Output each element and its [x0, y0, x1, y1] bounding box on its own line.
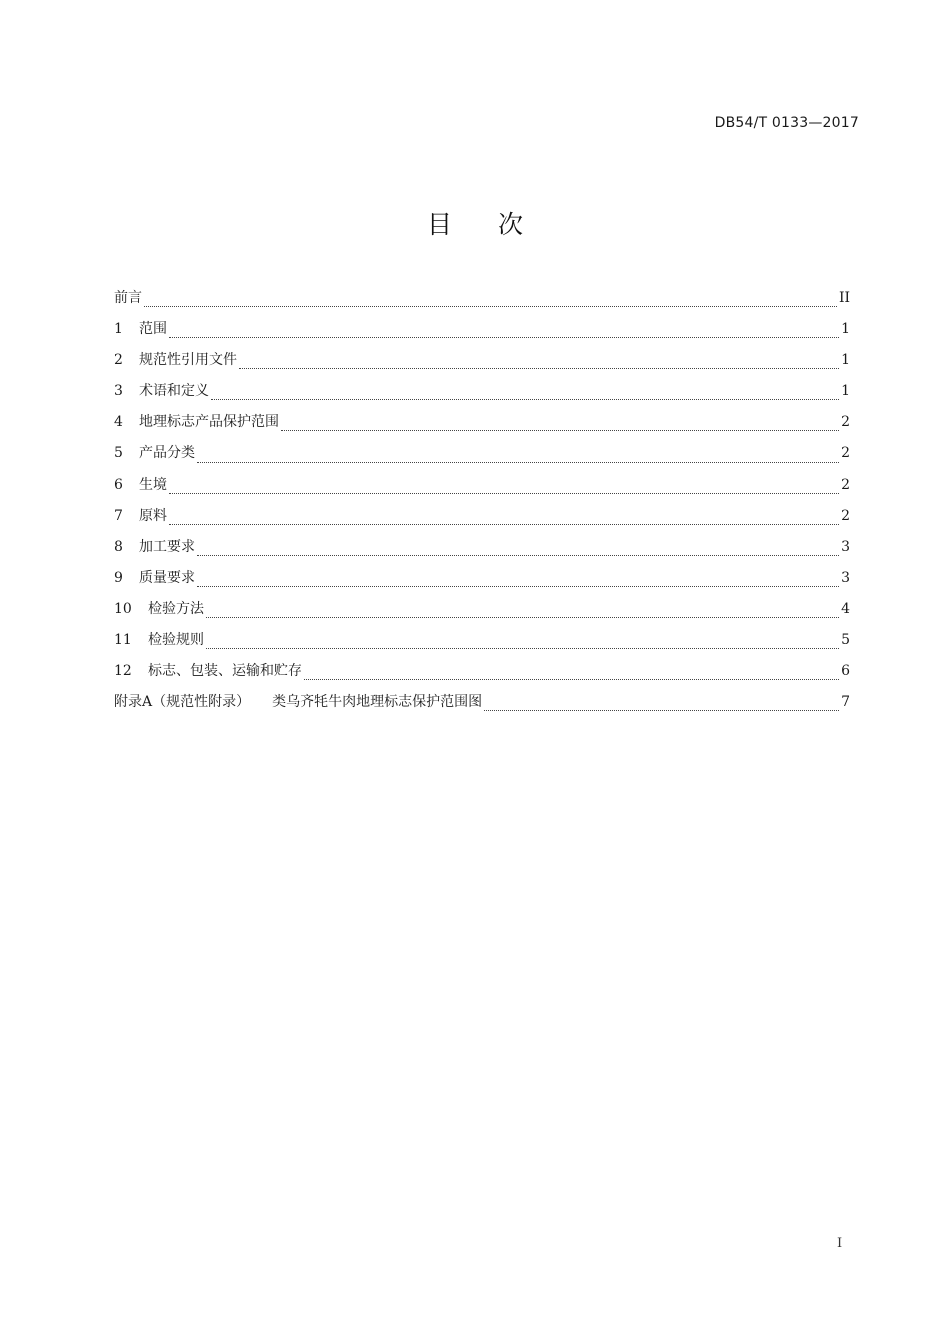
toc-entry-label: 检验规则 [148, 632, 204, 649]
page-number: I [837, 1236, 843, 1251]
toc-entry-number: 4 [114, 414, 123, 431]
toc-entry-label: 质量要求 [139, 569, 195, 586]
toc-entry-number: 12 [114, 663, 132, 680]
toc-entry-number: 5 [114, 445, 123, 462]
toc-entry-4[interactable] [114, 411, 850, 442]
toc-page-number: 2 [841, 445, 850, 462]
dot-leader [197, 462, 839, 463]
toc-entry-number: 9 [114, 569, 123, 586]
toc-entry-label: 前言 [114, 290, 142, 306]
toc-page-number: 1 [841, 321, 850, 338]
toc-entry-label: 检验方法 [148, 600, 204, 617]
table-of-contents [114, 287, 850, 722]
toc-page-number: 2 [841, 414, 850, 431]
toc-entry-label: 范围 [139, 321, 167, 338]
toc-entry-11[interactable] [114, 629, 850, 660]
title-char-2: 次 [498, 210, 524, 239]
toc-entry-number: 3 [114, 383, 123, 400]
toc-page-number: 2 [841, 507, 850, 524]
toc-entry-number: 2 [114, 352, 123, 369]
toc-entry-10[interactable] [114, 598, 850, 629]
toc-entry-number: 11 [114, 632, 132, 649]
dot-leader [211, 399, 839, 400]
toc-page-number: 5 [841, 632, 850, 649]
toc-entry-3[interactable] [114, 380, 850, 411]
toc-page-number: 3 [841, 538, 850, 555]
dot-leader [169, 524, 839, 525]
dot-leader [144, 306, 837, 307]
toc-page-number: II [838, 290, 850, 306]
toc-entry-12[interactable] [114, 660, 850, 691]
dot-leader [169, 337, 839, 338]
dot-leader [206, 617, 839, 618]
toc-entry-label: 加工要求 [139, 538, 195, 555]
toc-page-number: 2 [841, 476, 850, 493]
toc-entry-9[interactable] [114, 567, 850, 598]
toc-page-number: 1 [841, 352, 850, 369]
toc-entry-1[interactable] [114, 318, 850, 349]
dot-leader [239, 368, 839, 369]
dot-leader [197, 586, 839, 587]
toc-entry-6[interactable] [114, 474, 850, 505]
toc-entry-8[interactable] [114, 536, 850, 567]
dot-leader [206, 648, 839, 649]
toc-page-number: 1 [841, 383, 850, 400]
toc-entry-label: 地理标志产品保护范围 [139, 414, 279, 431]
dot-leader [281, 430, 839, 431]
dot-leader [484, 710, 839, 711]
title-char-1: 目 [426, 210, 452, 239]
toc-page-number: 3 [841, 569, 850, 586]
toc-entry-2[interactable] [114, 349, 850, 380]
toc-entry-label: 标志、包装、运输和贮存 [148, 663, 302, 680]
toc-page-number: 7 [841, 694, 850, 711]
dot-leader [197, 555, 839, 556]
toc-entry-label: 生境 [139, 476, 167, 493]
dot-leader [169, 493, 839, 494]
toc-entry-5[interactable] [114, 442, 850, 473]
toc-entry-label: 产品分类 [139, 445, 195, 462]
toc-entry-label: 类乌齐牦牛肉地理标志保护范围图 [272, 694, 483, 711]
toc-entry-number: 8 [114, 538, 123, 555]
toc-entry-annex-prefix: 附录A（规范性附录） [114, 694, 251, 711]
toc-entry-number: 10 [114, 600, 132, 617]
document-code: DB54/T 0133—2017 [714, 115, 859, 131]
toc-entry-label: 原料 [139, 507, 167, 524]
toc-entry-label: 规范性引用文件 [139, 352, 237, 369]
dot-leader [304, 679, 839, 680]
toc-entry-label: 术语和定义 [139, 383, 209, 400]
page-title [0, 205, 950, 241]
toc-entry-number: 7 [114, 507, 123, 524]
toc-entry-annex-a[interactable] [114, 691, 850, 722]
toc-page-number: 4 [841, 600, 850, 617]
toc-entry-number: 6 [114, 476, 123, 493]
toc-entry-foreword[interactable] [114, 287, 850, 318]
toc-entry-number: 1 [114, 321, 123, 338]
toc-page-number: 6 [841, 663, 850, 680]
toc-entry-7[interactable] [114, 505, 850, 536]
